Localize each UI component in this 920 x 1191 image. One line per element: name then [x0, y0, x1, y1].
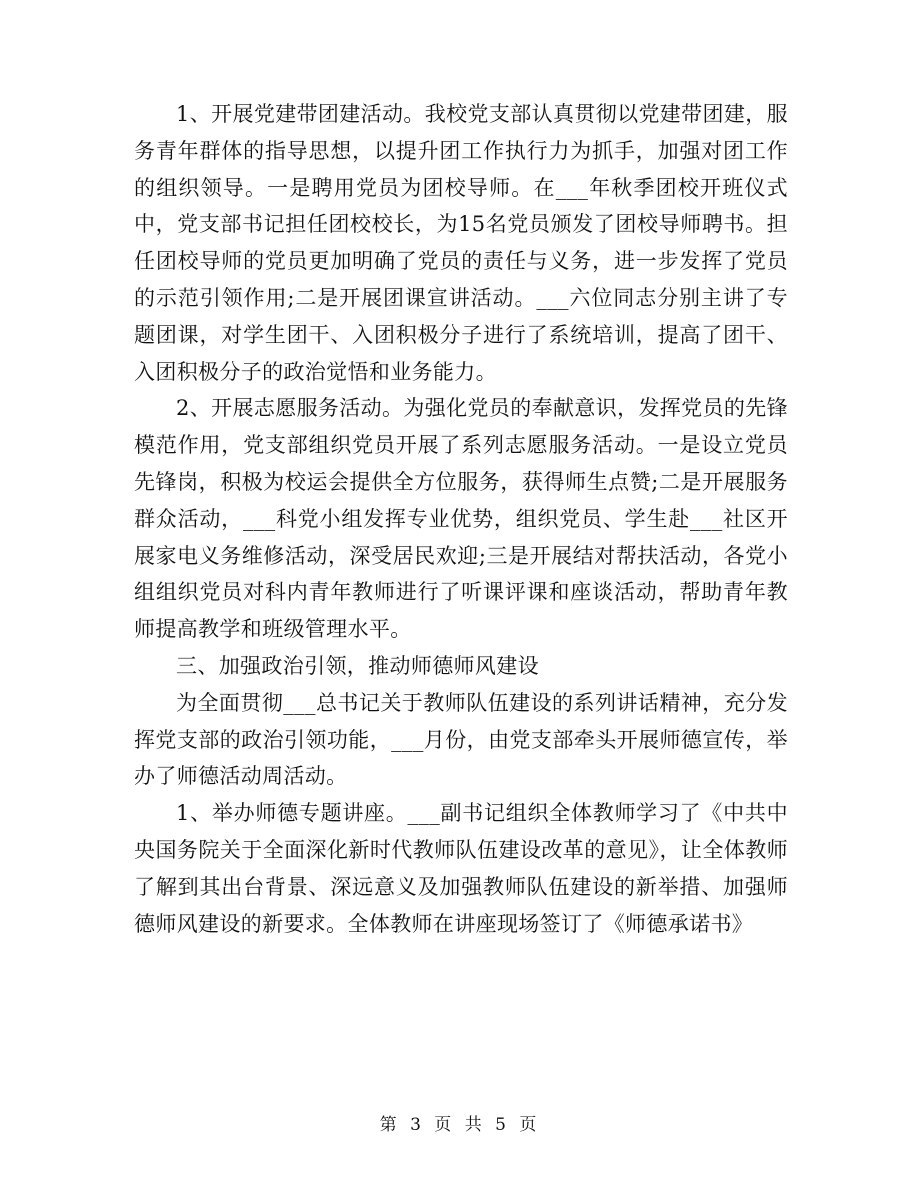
- document-body: [134, 96, 788, 942]
- paragraph-teacher-ethics-intro: 为全面贯彻___总书记关于教师队伍建设的系列讲话精神，充分发挥党支部的政治引领功能，___月份，由党支部牵头开展师德宣传，举办了师德活动周活动。: [134, 690, 788, 789]
- paragraph-party-league-activities: 1、开展党建带团建活动。我校党支部认真贯彻以党建带团建，服务青年群体的指导思想，以提升团工作执行力为抓手，加强对团工作的组织领导。一是聘用党员为团校导师。在___年秋季团校开班仪式中，党支部书记担任团校校长，为15名党员颁发了团校导师聘书。担任团校导师的党员更加明确了党员的责任与义务，进一步发挥了党员的示范引领作用;二是开展团课宣讲活动。___六位同志分别主讲了专题团课，对学生团干、入团积极分子进行了系统培训，提高了团干、入团积极分子的政治觉悟和业务能力。: [134, 102, 788, 384]
- paragraph-volunteer-service: 2、开展志愿服务活动。为强化党员的奉献意识，发挥党员的先锋模范作用，党支部组织党员开展了系列志愿服务活动。一是设立党员先锋岗，积极为校运会提供全方位服务，获得师生点赞;二是开展服务群众活动，___科党小组发挥专业优势，组织党员、学生赴___社区开展家电义务维修活动，深受居民欢迎;三是开展结对帮扶活动，各党小组组织党员对科内青年教师进行了听课评课和座谈活动，帮助青年教师提高教学和班级管理水平。: [134, 396, 788, 642]
- page-number-footer: 第 3 页 共 5 页: [379, 1115, 541, 1135]
- section-heading-political-guidance: 三、加强政治引领，推动师德师风建设: [176, 653, 539, 678]
- paragraph-ethics-lecture: 1、举办师德专题讲座。___副书记组织全体教师学习了《中共中央国务院关于全面深化新时代教师队伍建设改革的意见》，让全体教师了解到其出台背景、深远意义及加强教师队伍建设的新举措、加强师德师风建设的新要求。全体教师在讲座现场签订了《师德承诺书》: [134, 801, 788, 936]
